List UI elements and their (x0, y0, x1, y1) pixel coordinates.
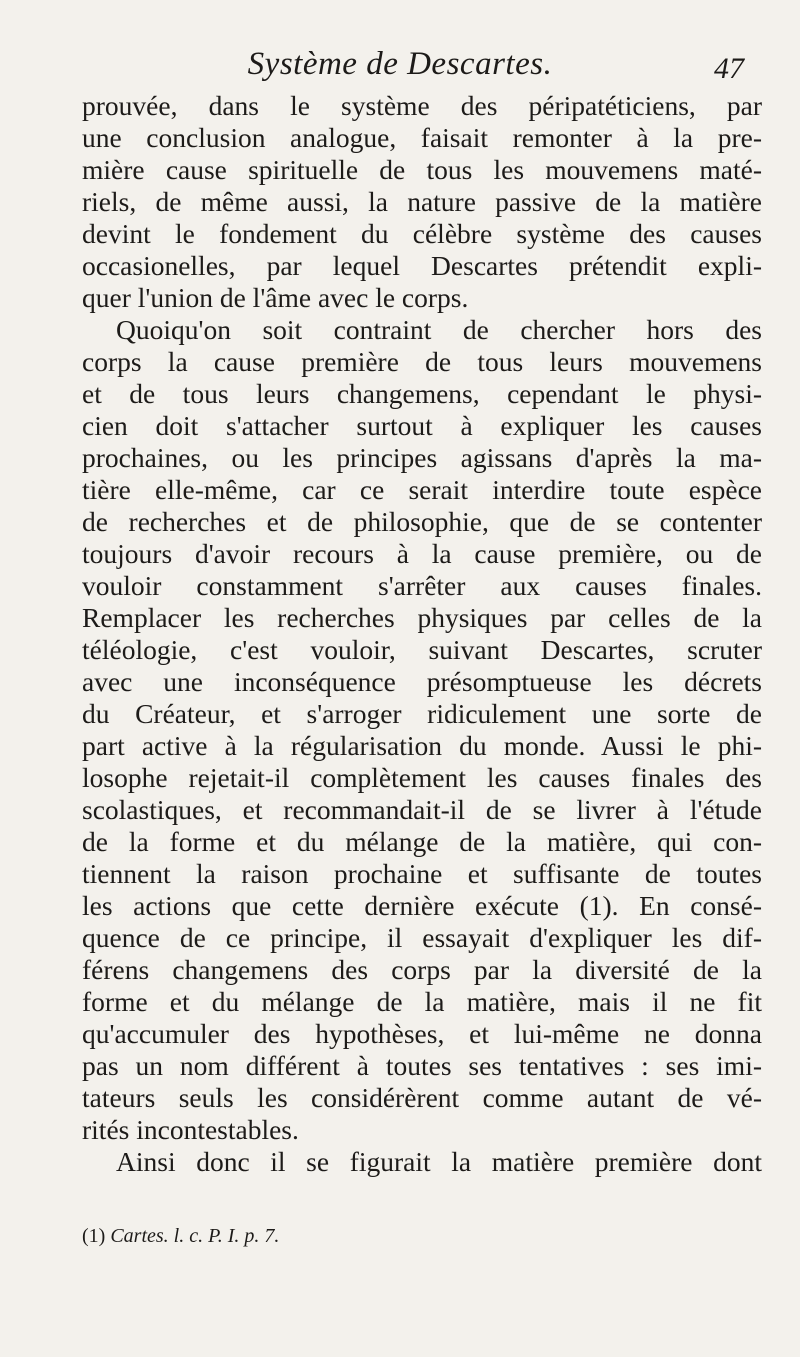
text-line: losophe rejetait-il complètement les causes finales des (82, 762, 762, 793)
text-line: cien doit s'attacher surtout à expliquer les causes (82, 410, 762, 441)
running-title: Système de Descartes. (247, 46, 553, 82)
page-number: 47 (714, 52, 744, 85)
text-line: Quoiqu'on soit contraint de chercher hors des (116, 314, 762, 345)
text-line: devint le fondement du célèbre système des causes (82, 218, 762, 249)
text-line: de recherches et de philosophie, que de se contenter (82, 506, 762, 537)
footnote (82, 1225, 279, 1248)
text-line: mière cause spirituelle de tous les mouvemens maté- (82, 154, 762, 185)
text-line: rités incontestables. (82, 1114, 299, 1145)
text-line: prouvée, dans le système des péripatéticiens, par (82, 90, 762, 121)
text-line: de la forme et du mélange de la matière, qui con- (82, 826, 762, 857)
text-line: téléologie, c'est vouloir, suivant Descartes, scruter (82, 634, 762, 665)
text-line: part active à la régularisation du monde. Aussi le phi- (82, 730, 762, 761)
text-line: prochaines, ou les principes agissans d'après la ma- (82, 442, 762, 473)
text-line: Remplacer les recherches physiques par celles de la (82, 602, 762, 633)
footnote-marker: (1) (82, 1225, 106, 1247)
text-line: Ainsi donc il se figurait la matière première dont (116, 1146, 762, 1177)
text-line: avec une inconséquence présomptueuse les décrets (82, 666, 762, 697)
text-line: et de tous leurs changemens, cependant le physi- (82, 378, 762, 409)
text-line: tiennent la raison prochaine et suffisante de toutes (82, 858, 762, 889)
text-line: tière elle-même, car ce serait interdire toute espèce (82, 474, 762, 505)
text-line: riels, de même aussi, la nature passive de la matière (82, 186, 762, 217)
text-line: qu'accumuler des hypothèses, et lui-même ne donna (82, 1018, 762, 1049)
text-line: vouloir constamment s'arrêter aux causes finales. (82, 570, 762, 601)
text-line: toujours d'avoir recours à la cause première, ou de (82, 538, 762, 569)
text-line: tateurs seuls les considérèrent comme autant de vé- (82, 1082, 762, 1113)
text-line: quence de ce principe, il essayait d'expliquer les dif- (82, 922, 762, 953)
text-line: corps la cause première de tous leurs mouvemens (82, 346, 762, 377)
text-line: férens changemens des corps par la diversité de la (82, 954, 762, 985)
text-line: du Créateur, et s'arroger ridiculement une sorte de (82, 698, 762, 729)
text-line: scolastiques, et recommandait-il de se livrer à l'étude (82, 794, 762, 825)
body-text (82, 90, 762, 1178)
text-line: occasionelles, par lequel Descartes prétendit expli- (82, 250, 762, 281)
page-header (0, 46, 800, 86)
footnote-text: Cartes. l. c. P. I. p. 7. (110, 1225, 280, 1247)
text-line: les actions que cette dernière exécute (1). En consé- (82, 890, 762, 921)
text-line: quer l'union de l'âme avec le corps. (82, 282, 469, 313)
text-line: pas un nom différent à toutes ses tentatives : ses imi- (82, 1050, 762, 1081)
text-line: une conclusion analogue, faisait remonter à la pre- (82, 122, 762, 153)
text-line: forme et du mélange de la matière, mais il ne fit (82, 986, 762, 1017)
